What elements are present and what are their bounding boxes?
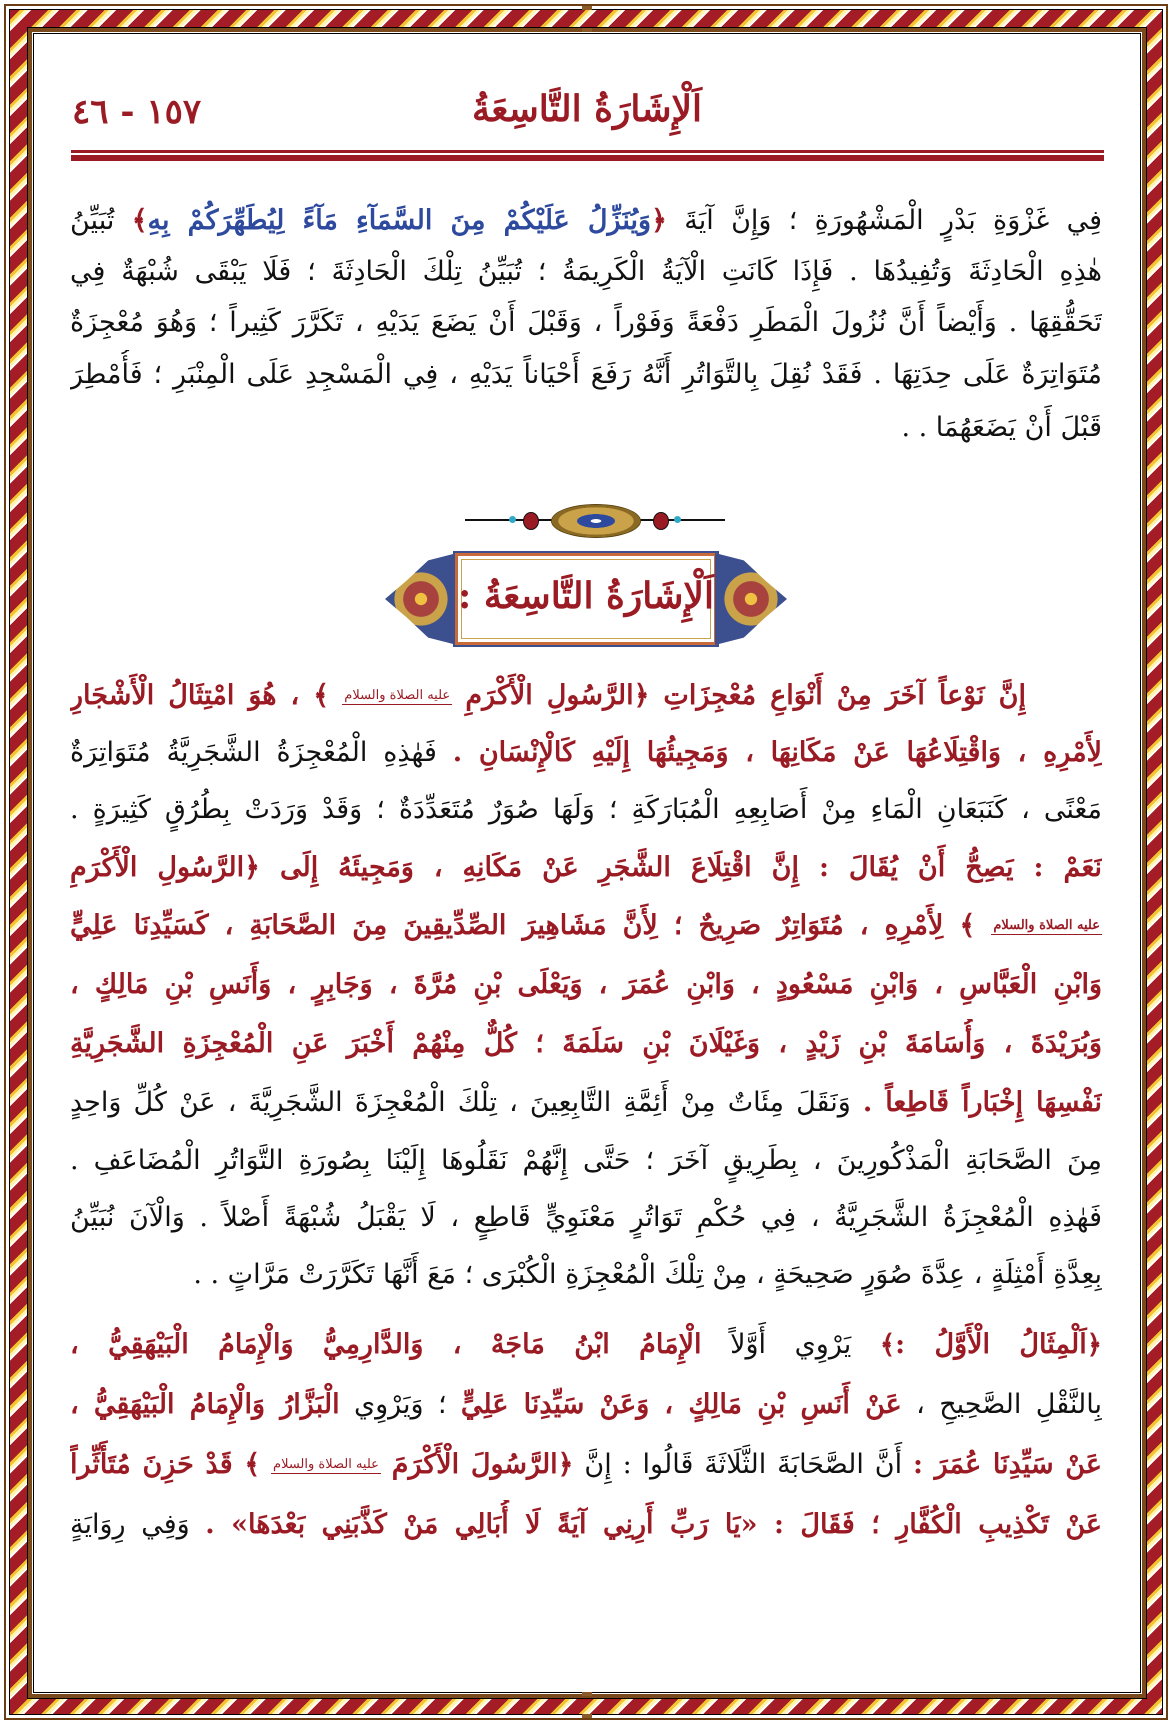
- text-line: مِنَ الصَّحَابَةِ الْمَذْكُورِينَ ، بِطَرِيقٍ آخَرَ ؛ حَتَّى إِنَّهُمْ نَقَلُوهَا إِلَيْنَا بِصُورَةِ التَّوَاتُرِ الْمُضَاعَفِ .: [70, 1145, 1102, 1176]
- text-line: [70, 1320, 1102, 1370]
- text-segment: الْبَزَّارُ وَالْإِمَامُ الْبَيْهَقِيُّ ،: [70, 1389, 340, 1420]
- text-segment: ﴾ قَدْ حَزِنَ مُتَأَثِّراً: [70, 1449, 261, 1480]
- text-segment: عَنْ سَيِّدِنَا عُمَرَ :: [912, 1449, 1102, 1480]
- text-line: [70, 196, 1102, 246]
- text-line: مَعْنًى ، كَنَبَعَانِ الْمَاءِ مِنْ أَصَابِعِهِ الْمُبَارَكَةِ ؛ وَلَهَا صُوَرٌ مُتَعَدِّدَةٌ ؛ وَقَدْ وَرَدَتْ بِطُرُقٍ كَثِيرَةٍ .: [70, 794, 1102, 825]
- ornamental-divider-icon: [465, 500, 725, 540]
- salawat-glyph-icon: عليه الصلاة والسلام: [344, 688, 451, 703]
- text-segment: وَنَقَلَ مِئَاتٌ مِنْ أَئِمَّةِ التَّابِعِينَ ، تِلْكَ الْمُعْجِزَةَ الشَّجَرِيَّةَ ، عَنْ كُلِّ وَاحِدٍ: [70, 1087, 851, 1118]
- text-line: [70, 1440, 1102, 1490]
- text-line: [70, 1078, 1102, 1128]
- text-segment: لِأَمْرِهِ ، وَاقْتِلَاعُهَا عَنْ مَكَانِهَا ، وَمَجِيئُهَا إِلَيْهِ كَالْإِنْسَانِ .: [452, 737, 1102, 768]
- quran-close-bracket-icon: ﴾: [131, 205, 148, 236]
- text-segment: عَنْ تَكْذِيبِ الْكُفَّارِ ؛ فَقَالَ : «يَا رَبِّ أَرِنِي آيَةً لَا أُبَالِي مَنْ كَذَّبَنِي بَعْدَهَا» .: [205, 1509, 1102, 1540]
- border-notch-top-inner: [582, 28, 592, 32]
- text-segment: وَفِي رِوَايَةٍ: [70, 1509, 190, 1540]
- section-heading-cartouche: [385, 553, 787, 645]
- text-segment: ﴿الرَّسُولَ الْأَكْرَمَ: [391, 1449, 574, 1480]
- quran-verse: وَيُنَزِّلُ عَلَيْكُمْ مِنَ السَّمَآءِ مَآءً لِيُطَهِّرَكُمْ بِهِ: [147, 205, 652, 236]
- text-line: هٰذِهِ الْحَادِثَةَ وَتُفِيدُهَا . فَإِذَا كَانَتِ الْآيَةُ الْكَرِيمَةُ ؛ تُبَيِّنُ تِلْكَ الْحَادِثَةَ ؛ فَلَا يَبْقَى شُبْهَةٌ فِي: [70, 256, 1102, 287]
- quran-open-bracket-icon: ﴿: [651, 205, 667, 236]
- text-segment: بِالنَّقْلِ الصَّحِيحِ ،: [916, 1389, 1102, 1420]
- text-segment: عَنْ أَنَسِ بْنِ مَالِكٍ ، وَعَنْ سَيِّدِنَا عَلِيٍّ: [460, 1389, 902, 1420]
- divider-dot: [674, 516, 681, 523]
- text-segment: يَرْوِي أَوَّلاً: [730, 1329, 852, 1360]
- text-segment: نَعَمْ : يَصِحُّ أَنْ يُقَالَ : إِنَّ اقْتِلَاعَ الشَّجَرِ عَنْ مَكَانِهِ ، وَمَجِيئَهُ إِلَى ﴿الرَّسُولِ الْأَكْرَمِ: [70, 852, 1102, 883]
- divider-knot: [523, 512, 539, 530]
- salawat-glyph-icon: عليه الصلاة والسلام: [273, 1457, 379, 1472]
- text-line: فَهٰذِهِ الْمُعْجِزَةُ الشَّجَرِيَّةُ ، فِي حُكْمِ تَوَاتُرٍ مَعْنَوِيٍّ قَاطِعٍ ، لَا يَقْبَلُ شُبْهَةً أَصْلاً . وَالْآنَ نُبَيِّنُ: [70, 1202, 1102, 1233]
- example-marker-open-icon: ﴿: [1086, 1330, 1102, 1360]
- text-line: قَبْلَ أَنْ يَضَعَهُمَا . .: [901, 412, 1102, 443]
- example-label: اَلْمِثَالُ الْأَوَّلُ :: [895, 1329, 1087, 1360]
- text-line: وَبُرَيْدَةَ ، وَأُسَامَةَ بْنِ زَيْدٍ ، وَغَيْلَانَ بْنِ سَلَمَةَ ؛ كُلٌّ مِنْهُمْ أَخْبَرَ عَنِ الْمُعْجِزَةِ الشَّجَرِيَّةِ: [70, 1028, 1102, 1059]
- text-segment: ﴾ ، هُوَ امْتِثَالُ الْأَشْجَارِ: [70, 680, 330, 711]
- text-line: [70, 843, 1102, 893]
- salawat-glyph-icon: عليه الصلاة والسلام: [993, 918, 1100, 933]
- border-notch-bottom: [582, 1692, 592, 1696]
- section-heading: اَلْإِشَارَةُ التَّاسِعَةُ :: [458, 575, 714, 617]
- text-segment: إِنَّ نَوْعاً آخَرَ مِنْ أَنْوَاعِ مُعْجِزَاتِ ﴿الرَّسُولِ الْأَكْرَمِ: [465, 680, 1026, 711]
- example-marker-close-icon: ﴾: [879, 1330, 896, 1360]
- running-header-title: اَلْإِشَارَةُ التَّاسِعَةُ: [471, 88, 703, 130]
- text-line: بِعِدَّةِ أَمْثِلَةٍ ، عِدَّةَ صُوَرٍ صَحِيحَةٍ ، مِنْ تِلْكَ الْمُعْجِزَةِ الْكُبْرَى ؛ مَعَ أَنَّهَا تَكَرَّرَتْ مَرَّاتٍ . .: [193, 1259, 1102, 1290]
- text-segment: نَفْسِهَا إِخْبَاراً قَاطِعاً .: [862, 1087, 1102, 1118]
- text-segment: أَنَّ الصَّحَابَةَ الثَّلَاثَةَ قَالُوا : إِنَّ: [584, 1449, 903, 1480]
- divider-dot: [509, 516, 516, 523]
- text-line: [70, 728, 1102, 778]
- text-line: [70, 671, 1026, 721]
- text-segment: الْإِمَامُ ابْنُ مَاجَهْ ، وَالدَّارِمِيُّ وَالْإِمَامُ الْبَيْهَقِيُّ ،: [70, 1329, 702, 1360]
- text-line: مُتَوَاتِرَةٌ عَلَى حِدَتِهَا . فَقَدْ نُقِلَ بِالتَّوَاتُرِ أَنَّهُ رَفَعَ أَحْيَاناً يَدَيْهِ ، فِي الْمَسْجِدِ عَلَى الْمِنْبَرِ ؛ فَأُمْطِرَ: [70, 359, 1102, 390]
- text-line: [70, 901, 1102, 951]
- text-line: تَحَقُّقِهَا . وَأَيْضاً أَنَّ نُزُولَ الْمَطَرِ دَفْعَةً وَفَوْراً ، وَقَبْلَ أَنْ يَضَعَ يَدَيْهِ ، تَكَرَّرَ كَثِيراً ؛ وَهُوَ مُعْجِزَةٌ: [70, 307, 1102, 338]
- text-line: [70, 1500, 1102, 1550]
- text-segment: تُبَيِّنُ: [70, 205, 115, 236]
- divider-medallion: [551, 504, 641, 538]
- text-line: [70, 1380, 1102, 1430]
- text-segment: فِي غَزْوَةِ بَدْرٍ الْمَشْهُورَةِ ؛ وَإِنَّ آيَةَ: [684, 205, 1102, 236]
- header-rule-thick: [71, 155, 1104, 161]
- text-segment: ؛ وَيَرْوِي: [353, 1389, 447, 1420]
- text-segment: ﴾ لِأَمْرِهِ ، مُتَوَاتِرٌ صَرِيحٌ ؛ لِأَنَّ مَشَاهِيرَ الصِّدِّيقِينَ مِنَ الصَّحَابَةِ ، كَسَيِّدِنَا عَلِيٍّ: [70, 910, 976, 941]
- divider-knot: [653, 512, 669, 530]
- page-number-range: ١٥٧ - ٤٦: [72, 92, 202, 132]
- border-notch-bottom-outer: [582, 1714, 592, 1718]
- text-line: وَابْنِ الْعَبَّاسِ ، وَابْنِ مَسْعُودٍ ، وَابْنِ عُمَرَ ، وَيَعْلَى بْنِ مُرَّةَ ، وَجَابِرٍ ، وَأَنَسِ بْنِ مَالِكٍ ،: [70, 969, 1102, 1000]
- header-rule-thin: [71, 150, 1104, 153]
- text-segment: فَهٰذِهِ الْمُعْجِزَةُ الشَّجَرِيَّةُ مُتَوَاتِرَةٌ: [70, 737, 437, 768]
- border-notch-top: [582, 6, 592, 10]
